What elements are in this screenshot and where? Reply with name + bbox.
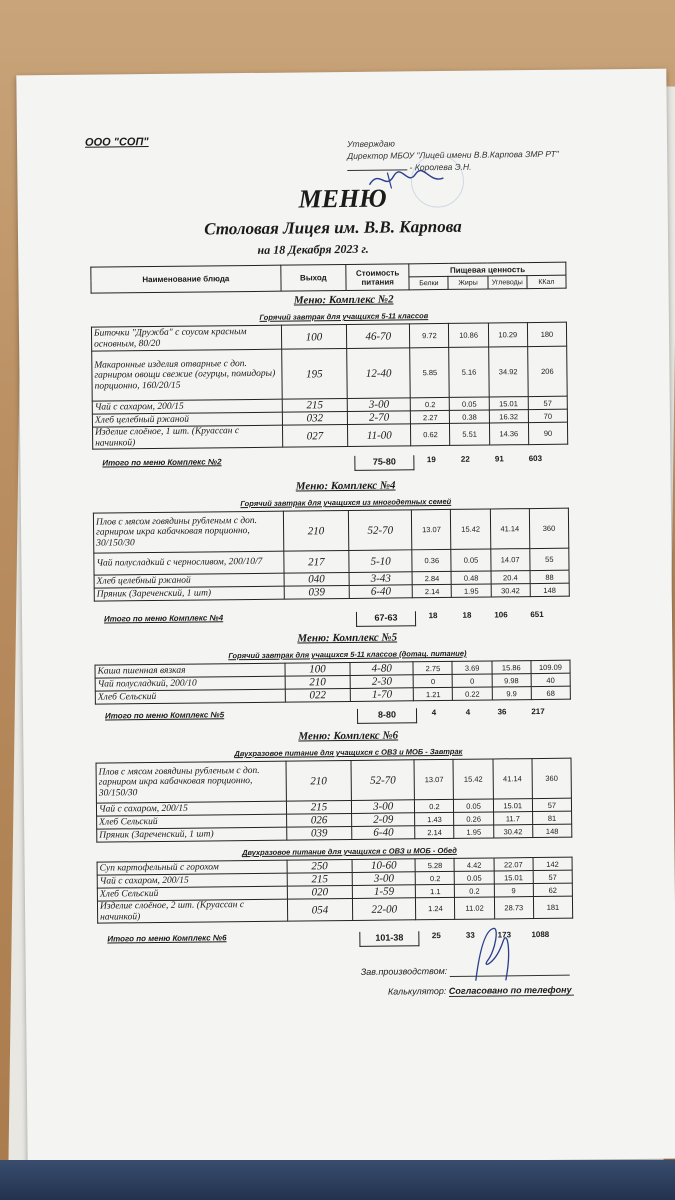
dish-price: 3-00 (347, 398, 410, 412)
dish-price: 2-30 (350, 675, 413, 689)
page-subtitle: Столовая Лицея им. В.В. Карпова (204, 216, 462, 239)
approve-line2: Директор МБОУ "Лицей имени В.В.Карпова ЗМР РТ" (347, 148, 559, 161)
dish-protein: 2.14 (412, 584, 451, 597)
col-kcal: ККал (527, 275, 566, 288)
dish-carbs: 15.01 (493, 799, 532, 812)
total-kcal: 1088 (531, 929, 550, 940)
dish-weight: 040 (284, 572, 349, 586)
dish-kcal: 57 (528, 396, 567, 409)
approve-name: Королева Э.Н. (414, 161, 472, 173)
dish-weight: 054 (287, 898, 352, 921)
dish-protein: 9.72 (410, 323, 449, 347)
dish-protein: 2.14 (415, 825, 454, 838)
dish-kcal: 181 (533, 896, 572, 918)
dish-kcal: 360 (532, 758, 572, 798)
dish-carbs: 15.01 (494, 871, 533, 884)
section-4-lunch-table (97, 857, 574, 924)
dish-kcal: 148 (530, 583, 569, 596)
total-price: 8-80 (357, 708, 417, 724)
dish-kcal: 180 (527, 322, 566, 346)
section-subtitle: Горячий завтрак для учащихся из многодетных семей (240, 496, 452, 509)
dish-weight: 026 (286, 813, 351, 827)
dish-carbs: 22.07 (494, 858, 533, 871)
dish-weight: 215 (287, 872, 352, 886)
dish-kcal: 40 (531, 673, 570, 686)
dish-name: Чай с сахаром, 200/15 (92, 399, 282, 414)
dish-protein: 0.2 (411, 397, 450, 410)
dish-price: 12-40 (347, 348, 411, 399)
dish-name: Пряник (Зареченский, 1 шт) (94, 586, 284, 601)
calculator-value: Согласовано по телефону (449, 985, 574, 997)
total-fat: 4 (465, 707, 471, 717)
dish-protein: 1.21 (414, 687, 453, 700)
total-kcal: 603 (528, 453, 543, 464)
dish-price: 2-70 (347, 411, 410, 425)
dish-fat: 1.95 (454, 825, 493, 838)
col-weight: Выход (281, 264, 347, 291)
col-protein: Белки (409, 276, 448, 289)
dish-fat: 5.51 (450, 423, 489, 445)
dish-weight: 210 (285, 675, 350, 689)
total-carbs: 91 (494, 454, 504, 464)
dish-name: Чай с сахаром, 200/15 (97, 873, 287, 888)
section-title: Меню: Комплекс №5 (297, 631, 398, 645)
dish-fat: 1.95 (452, 584, 491, 597)
dish-carbs: 14.07 (490, 549, 529, 571)
total-label: Итого по меню Комплекс №5 (104, 710, 225, 721)
dish-weight: 100 (281, 324, 347, 349)
dish-kcal: 68 (531, 686, 570, 699)
dish-name: Хлеб целебный ржаной (94, 573, 284, 588)
section-subtitle: Горячий завтрак для учащихся 5-11 классов (259, 311, 429, 322)
section-3-table (94, 660, 570, 705)
dish-weight: 039 (284, 585, 349, 599)
dish-protein: 0.2 (415, 799, 454, 812)
table-row (93, 508, 568, 553)
dish-carbs: 28.73 (494, 897, 533, 919)
section-subtitle-lunch: Двухразовое питание для учащихся с ОВЗ и МОБ - Обед (242, 845, 457, 858)
dish-price: 1-70 (350, 688, 413, 702)
dish-protein: 1.24 (416, 897, 455, 919)
section-title: Меню: Комплекс №4 (295, 479, 396, 493)
col-nutrition: Пищевая ценность (409, 262, 566, 277)
dish-price: 4-80 (350, 662, 413, 676)
dish-price: 6-40 (349, 585, 412, 599)
dish-name: Изделие слоёное, 2 шт. (Круассан с начинкой) (97, 899, 287, 923)
dish-name: Чай с сахаром, 200/15 (96, 801, 286, 816)
total-protein: 19 (426, 455, 436, 465)
dish-name: Хлеб целебный ржаной (92, 412, 282, 427)
dish-kcal: 109.09 (531, 660, 570, 673)
dish-fat: 5.16 (449, 347, 489, 397)
section-4-table (96, 758, 573, 843)
manager-signature-scribble (465, 920, 516, 991)
dish-price: 6-40 (352, 826, 415, 840)
dish-kcal: 57 (533, 870, 572, 883)
dish-price: 3-00 (352, 872, 415, 886)
dish-weight: 020 (287, 885, 352, 899)
total-fat: 33 (465, 930, 475, 940)
dish-fat: 0.48 (452, 571, 491, 584)
total-label: Итого по меню Комплекс №4 (103, 613, 224, 624)
dish-fat: 0 (453, 674, 492, 687)
dish-price: 2-09 (352, 813, 415, 827)
dish-carbs: 41.14 (490, 509, 530, 549)
dish-protein: 1.1 (416, 884, 455, 897)
dish-protein: 5.85 (410, 347, 450, 397)
dish-price: 10-60 (352, 859, 415, 873)
dish-name: Суп картофельный с горохом (97, 860, 287, 875)
dish-weight: 215 (282, 398, 347, 412)
dish-protein: 2.84 (412, 571, 451, 584)
section-title: Меню: Комплекс №2 (293, 293, 394, 307)
dish-weight: 027 (282, 424, 347, 447)
dish-fat: 0.05 (455, 871, 494, 884)
dish-price: 3-43 (349, 572, 412, 586)
total-label: Итого по меню Комплекс №2 (102, 457, 222, 468)
table-row (96, 758, 571, 803)
dish-carbs: 30.42 (491, 584, 530, 597)
total-carbs: 36 (497, 707, 507, 717)
dish-carbs: 11.7 (493, 812, 532, 825)
menu-date: на 18 Декабря 2023 г. (257, 241, 369, 257)
total-price: 75-80 (354, 455, 414, 471)
total-fat: 22 (460, 454, 470, 464)
dish-kcal: 142 (533, 857, 572, 870)
dish-name: Макаронные изделия отварные с доп. гарниром овощи свежие (огурцы, помидоры) порционно, 160/20/15 (92, 349, 282, 401)
dish-name: Биточки "Дружба" с соусом красным основным, 80/20 (91, 325, 281, 351)
total-protein: 25 (431, 931, 441, 941)
dish-carbs: 20.4 (491, 571, 530, 584)
col-price: Стоимость питания (346, 264, 410, 291)
dish-kcal: 62 (533, 883, 572, 896)
dish-name: Плов с мясом говядины рубленым с доп. гарниром икра кабачковая порционно, 30/150/30 (93, 511, 283, 553)
dish-price: 52-70 (348, 510, 412, 551)
dish-kcal: 88 (530, 570, 569, 583)
table-row (92, 346, 567, 401)
dish-fat: 15.42 (451, 509, 491, 549)
section-subtitle: Двухразовое питание для учащихся с ОВЗ и МОБ - Завтрак (234, 746, 463, 759)
dish-fat: 3.69 (452, 661, 491, 674)
dish-kcal: 360 (529, 508, 569, 548)
dish-price: 1-59 (352, 885, 415, 899)
section-total (92, 454, 568, 471)
col-fat: Жиры (448, 276, 487, 289)
dish-name: Чай полусладкий с черносливом, 200/10/7 (94, 551, 284, 575)
dish-carbs: 34.92 (488, 347, 528, 397)
total-kcal: 651 (530, 609, 544, 620)
dish-fat: 0.2 (455, 884, 494, 897)
dish-name: Чай полусладкий, 200/10 (95, 676, 285, 691)
col-carbs: Углеводы (488, 276, 527, 289)
dish-name: Плов с мясом говядины рубленым с доп. гарниром икра кабачковая порционно, 30/150/30 (96, 761, 286, 803)
dish-weight: 039 (286, 826, 351, 840)
manager-label: Зав.производством: (360, 965, 448, 977)
dish-kcal: 81 (532, 811, 571, 824)
dish-weight: 032 (282, 411, 347, 425)
dish-weight: 215 (286, 800, 351, 814)
dish-fat: 4.42 (455, 858, 494, 871)
columns-header (90, 262, 566, 294)
total-carbs: 173 (497, 930, 512, 940)
total-fat: 18 (462, 610, 472, 620)
total-price: 101-38 (359, 931, 419, 947)
dish-carbs: 9.9 (492, 687, 531, 700)
approve-line1: Утверждаю (346, 138, 395, 149)
dish-protein: 1.43 (415, 812, 454, 825)
calculator-label: Калькулятор: (387, 985, 447, 997)
dish-kcal: 57 (532, 798, 571, 811)
page-title: МЕНЮ (298, 183, 387, 214)
dish-name: Хлеб Сельский (97, 814, 287, 829)
dish-protein: 2.27 (411, 410, 450, 423)
dish-weight: 100 (285, 662, 350, 676)
dish-weight: 210 (283, 510, 349, 551)
dish-protein: 2.75 (413, 661, 452, 674)
total-label: Итого по меню Комплекс №6 (107, 933, 227, 944)
table-row (92, 422, 567, 449)
approve-signature-line: - Королева Э.Н. (347, 160, 577, 174)
dish-price: 46-70 (346, 324, 410, 349)
total-kcal: 217 (531, 706, 545, 717)
dish-fat: 10.86 (449, 323, 488, 347)
section-1-table (91, 322, 568, 450)
dish-protein: 0.62 (411, 423, 450, 445)
section-total (95, 707, 571, 724)
dish-carbs: 10.29 (488, 323, 527, 347)
dish-weight: 217 (284, 550, 349, 573)
dish-carbs: 15.86 (492, 661, 531, 674)
dish-carbs: 16.32 (489, 410, 528, 423)
dish-protein: 13.07 (414, 759, 454, 799)
dish-protein: 5.28 (415, 858, 454, 871)
dish-carbs: 15.01 (489, 397, 528, 410)
dish-carbs: 30.42 (493, 825, 532, 838)
dish-carbs: 41.14 (493, 759, 533, 799)
dish-weight: 022 (285, 688, 350, 702)
section-subtitle: Горячий завтрак для учащихся 5-11 классов (дотац. питание) (228, 648, 467, 661)
total-protein: 4 (431, 708, 437, 718)
dish-kcal: 90 (528, 422, 567, 444)
desk-edge (0, 1160, 675, 1200)
dish-fat: 15.42 (453, 759, 493, 799)
table-row (97, 896, 572, 923)
dish-name: Изделие слоёное, 1 шт. (Круассан с начинкой) (92, 425, 282, 449)
dish-price: 5-10 (349, 550, 412, 573)
total-price: 67-63 (356, 611, 416, 627)
dish-fat: 0.05 (450, 397, 489, 410)
dish-carbs: 9.98 (492, 674, 531, 687)
section-total (94, 610, 570, 627)
dish-price: 11-00 (348, 424, 411, 447)
dish-weight: 195 (281, 348, 347, 399)
dish-protein: 13.07 (412, 509, 452, 549)
dish-price: 52-70 (351, 760, 415, 801)
dish-fat: 11.02 (455, 897, 494, 919)
dish-kcal: 70 (528, 409, 567, 422)
dish-name: Каша пшенная вязкая (95, 663, 285, 678)
dish-carbs: 14.36 (489, 423, 528, 445)
dish-kcal: 55 (530, 548, 569, 570)
section-title: Меню: Комплекс №6 (298, 729, 399, 743)
col-name: Наименование блюда (91, 265, 281, 293)
dish-kcal: 206 (527, 346, 567, 396)
dish-protein: 0.2 (416, 871, 455, 884)
dish-weight: 210 (286, 760, 352, 801)
dish-fat: 0.05 (451, 549, 490, 571)
dish-protein: 0.36 (412, 549, 451, 571)
dish-name: Хлеб Сельский (95, 689, 285, 704)
dish-fat: 0.22 (453, 687, 492, 700)
total-carbs: 106 (494, 610, 508, 620)
dish-fat: 0.38 (450, 410, 489, 423)
dish-name: Пряник (Зареченский, 1 шт) (97, 827, 287, 842)
section-2-table (93, 508, 570, 602)
dish-weight: 250 (287, 859, 352, 873)
dish-protein: 0 (413, 674, 452, 687)
dish-carbs: 9 (494, 884, 533, 897)
dish-price: 3-00 (351, 800, 414, 814)
org-name: ООО "СОП" (84, 136, 149, 149)
dish-fat: 0.05 (454, 799, 493, 812)
dish-kcal: 148 (532, 824, 571, 837)
total-protein: 18 (428, 611, 438, 621)
dish-name: Хлеб Сельский (97, 886, 287, 901)
dish-fat: 0.26 (454, 812, 493, 825)
dish-price: 22-00 (353, 898, 416, 921)
menu-sheet (16, 69, 675, 1166)
